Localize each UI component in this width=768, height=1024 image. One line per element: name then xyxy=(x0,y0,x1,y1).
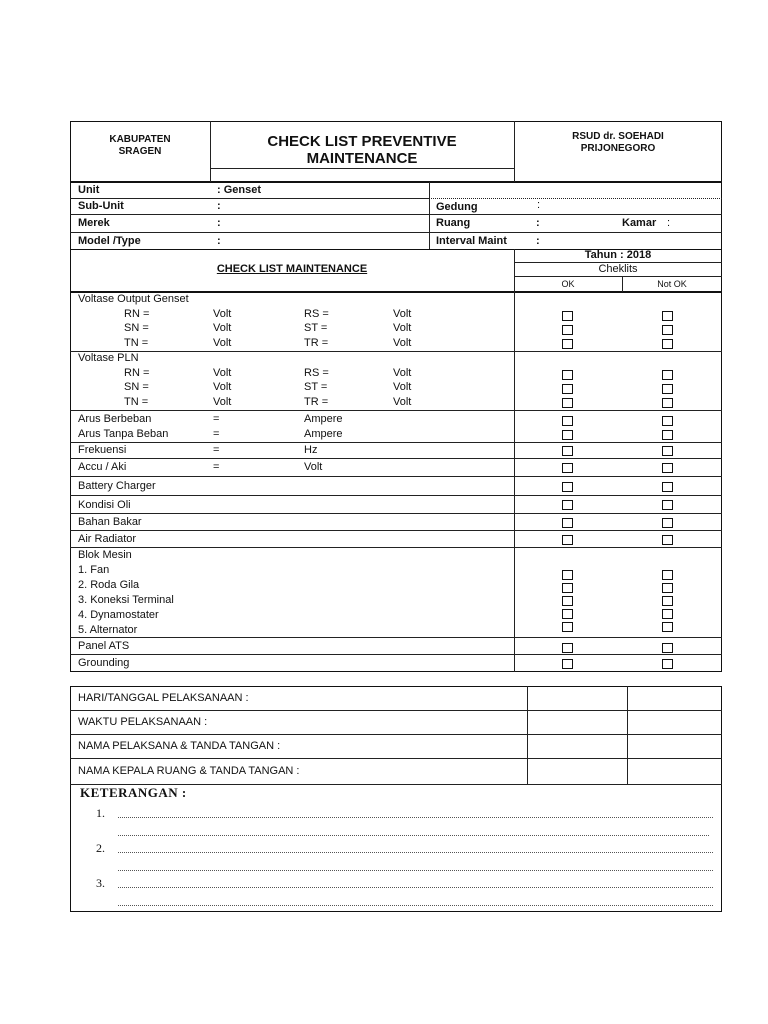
koneksi-terminal-notok-checkbox[interactable] xyxy=(662,596,673,606)
genset-tn: TN = xyxy=(124,337,149,349)
air-radiator-label: Air Radiator xyxy=(78,533,137,545)
alternator-notok-checkbox[interactable] xyxy=(662,622,673,632)
row-sep-3 xyxy=(70,442,722,443)
arus-berbeban-label: Arus Berbeban xyxy=(78,413,152,425)
pln-st-unit: Volt xyxy=(393,381,412,393)
genset-rn-ok-checkbox[interactable] xyxy=(562,311,573,321)
fan-notok-checkbox[interactable] xyxy=(662,570,673,580)
koneksi-terminal-ok-checkbox[interactable] xyxy=(562,596,573,606)
blok-item-koneksi-terminal: 3. Koneksi Terminal xyxy=(78,594,174,606)
panel-ats-notok-checkbox[interactable] xyxy=(662,643,673,653)
genset-tn-unit: Volt xyxy=(213,337,232,349)
genset-tr-unit: Volt xyxy=(393,337,412,349)
genset-tr: TR = xyxy=(304,337,329,349)
genset-rn: RN = xyxy=(124,308,150,320)
info-line-2 xyxy=(70,214,722,215)
blok-mesin-label: Blok Mesin xyxy=(78,549,132,561)
battery-charger-label: Battery Charger xyxy=(78,480,156,492)
hari-tanggal-label: HARI/TANGGAL PELAKSANAAN : xyxy=(78,692,249,704)
air-radiator-notok-checkbox[interactable] xyxy=(662,535,673,545)
genset-rs: RS = xyxy=(304,308,329,320)
pln-tn-unit: Volt xyxy=(213,396,232,408)
keterangan-label: KETERANGAN : xyxy=(80,785,187,800)
frekuensi-unit: Hz xyxy=(304,444,318,456)
dynamostater-ok-checkbox[interactable] xyxy=(562,609,573,619)
voltase-pln-label: Voltase PLN xyxy=(78,352,139,364)
dynamostater-notok-checkbox[interactable] xyxy=(662,609,673,619)
pln-sn-unit: Volt xyxy=(213,381,232,393)
pln-sn-notok-checkbox[interactable] xyxy=(662,384,673,394)
genset-sn: SN = xyxy=(124,322,149,334)
note-line-2b[interactable] xyxy=(118,870,713,871)
genset-rs-unit: Volt xyxy=(393,308,412,320)
grounding-notok-checkbox[interactable] xyxy=(662,659,673,669)
blok-item-fan: 1. Fan xyxy=(78,564,110,576)
blok-item-alternator: 5. Alternator xyxy=(78,624,138,636)
info-box xyxy=(70,182,722,250)
genset-st-unit: Volt xyxy=(393,322,412,334)
kondisi-oli-label: Kondisi Oli xyxy=(78,499,131,511)
pln-st: ST = xyxy=(304,381,328,393)
notok-column-header: Not OK xyxy=(657,279,687,289)
arus-berbeban-eq: = xyxy=(213,413,220,425)
waktu-label: WAKTU PELAKSANAAN : xyxy=(78,716,208,728)
fan-ok-checkbox[interactable] xyxy=(562,570,573,580)
genset-rn-notok-checkbox[interactable] xyxy=(662,311,673,321)
arus-berbeban-ok-checkbox[interactable] xyxy=(562,416,573,426)
subunit-value[interactable]: : xyxy=(217,200,221,212)
unit-value[interactable]: : Genset xyxy=(217,184,262,196)
pln-tr: TR = xyxy=(304,396,329,408)
genset-sn-unit: Volt xyxy=(213,322,232,334)
blok-item-dynamostater: 4. Dynamostater xyxy=(78,609,159,621)
checklist-title: CHECK LIST MAINTENANCE xyxy=(216,263,368,275)
unit-label: Unit xyxy=(78,184,100,196)
footer-col-1 xyxy=(527,686,528,784)
interval-value[interactable]: : xyxy=(536,235,540,247)
arus-berbeban-notok-checkbox[interactable] xyxy=(662,416,673,426)
pln-rn: RN = xyxy=(124,367,150,379)
row-sep-9 xyxy=(70,547,722,548)
frekuensi-notok-checkbox[interactable] xyxy=(662,446,673,456)
ruang-label: Ruang xyxy=(436,217,471,229)
arus-tanpa-label: Arus Tanpa Beban xyxy=(78,428,169,440)
info-divider xyxy=(429,182,430,250)
header-title-underline xyxy=(210,168,514,169)
genset-sn-ok-checkbox[interactable] xyxy=(562,325,573,335)
roda-gila-ok-checkbox[interactable] xyxy=(562,583,573,593)
pln-rn-ok-checkbox[interactable] xyxy=(562,370,573,380)
interval-label: Interval Maint xyxy=(436,235,507,247)
pln-tr-unit: Volt xyxy=(393,396,412,408)
arus-tanpa-unit: Ampere xyxy=(304,428,343,440)
gedung-value[interactable]: : xyxy=(537,199,541,211)
arus-tanpa-notok-checkbox[interactable] xyxy=(662,430,673,440)
pln-rs-unit: Volt xyxy=(393,367,412,379)
model-value[interactable]: : xyxy=(217,235,221,247)
genset-sn-notok-checkbox[interactable] xyxy=(662,325,673,335)
cheklits-label: Cheklits xyxy=(598,263,638,275)
kondisi-oli-notok-checkbox[interactable] xyxy=(662,500,673,510)
voltase-genset-label: Voltase Output Genset xyxy=(78,293,189,305)
pln-tn-ok-checkbox[interactable] xyxy=(562,398,573,408)
cheklits-line xyxy=(514,276,722,277)
info-line-1b xyxy=(429,198,722,199)
merek-label: Merek xyxy=(78,217,110,229)
battery-charger-ok-checkbox[interactable] xyxy=(562,482,573,492)
panel-ats-label: Panel ATS xyxy=(78,640,130,652)
arus-berbeban-unit: Ampere xyxy=(304,413,343,425)
footer-line-3 xyxy=(70,758,722,759)
bahan-bakar-label: Bahan Bakar xyxy=(78,516,142,528)
checklist-body-divider xyxy=(514,292,515,672)
row-sep-11 xyxy=(70,654,722,655)
note-number-2: 2. xyxy=(96,841,105,855)
subunit-label: Sub-Unit xyxy=(78,200,124,212)
accu-unit: Volt xyxy=(304,461,323,473)
footer-line-1 xyxy=(70,710,722,711)
ok-column-header: OK xyxy=(561,279,575,289)
panel-ats-ok-checkbox[interactable] xyxy=(562,643,573,653)
arus-tanpa-ok-checkbox[interactable] xyxy=(562,430,573,440)
bahan-bakar-ok-checkbox[interactable] xyxy=(562,518,573,528)
nama-pelaksana-label: NAMA PELAKSANA & TANDA TANGAN : xyxy=(78,740,281,752)
hospital-name: RSUD dr. SOEHADI PRIJONEGORO xyxy=(572,131,664,154)
battery-charger-notok-checkbox[interactable] xyxy=(662,482,673,492)
row-sep-6 xyxy=(70,495,722,496)
row-sep-7 xyxy=(70,513,722,514)
page-title: CHECK LIST PREVENTIVE MAINTENANCE xyxy=(267,133,457,167)
accu-notok-checkbox[interactable] xyxy=(662,463,673,473)
kondisi-oli-ok-checkbox[interactable] xyxy=(562,500,573,510)
accu-label: Accu / Aki xyxy=(78,461,127,473)
footer-col-2 xyxy=(627,686,628,784)
pln-rn-unit: Volt xyxy=(213,367,232,379)
tahun-label: Tahun : 2018 xyxy=(584,249,652,261)
footer-line-2 xyxy=(70,734,722,735)
pln-tn: TN = xyxy=(124,396,149,408)
frekuensi-eq: = xyxy=(213,444,220,456)
note-line-3b[interactable] xyxy=(118,905,713,906)
row-sep-4 xyxy=(70,458,722,459)
kamar-value[interactable]: : xyxy=(667,217,671,229)
note-number-1: 1. xyxy=(96,806,105,820)
genset-tn-ok-checkbox[interactable] xyxy=(562,339,573,349)
blok-item-roda-gila: 2. Roda Gila xyxy=(78,579,140,591)
grounding-ok-checkbox[interactable] xyxy=(562,659,573,669)
pln-rs: RS = xyxy=(304,367,329,379)
frekuensi-label: Frekuensi xyxy=(78,444,127,456)
info-line-3 xyxy=(70,232,722,233)
grounding-label: Grounding xyxy=(78,657,130,669)
arus-tanpa-eq: = xyxy=(213,428,220,440)
pln-sn-ok-checkbox[interactable] xyxy=(562,384,573,394)
bahan-bakar-notok-checkbox[interactable] xyxy=(662,518,673,528)
merek-value[interactable]: : xyxy=(217,217,221,229)
row-sep-8 xyxy=(70,530,722,531)
note-number-3: 3. xyxy=(96,876,105,890)
roda-gila-notok-checkbox[interactable] xyxy=(662,583,673,593)
note-line-3a[interactable] xyxy=(118,887,713,888)
genset-st: ST = xyxy=(304,322,328,334)
note-line-1b[interactable] xyxy=(118,835,709,836)
model-label: Model /Type xyxy=(78,235,141,247)
nama-kepala-label: NAMA KEPALA RUANG & TANDA TANGAN : xyxy=(78,765,300,777)
frekuensi-ok-checkbox[interactable] xyxy=(562,446,573,456)
pln-rn-notok-checkbox[interactable] xyxy=(662,370,673,380)
row-sep-1 xyxy=(70,351,722,352)
ruang-value[interactable]: : xyxy=(536,217,540,229)
genset-tn-notok-checkbox[interactable] xyxy=(662,339,673,349)
accu-eq: = xyxy=(213,461,220,473)
row-sep-5 xyxy=(70,476,722,477)
accu-ok-checkbox[interactable] xyxy=(562,463,573,473)
air-radiator-ok-checkbox[interactable] xyxy=(562,535,573,545)
info-line-1 xyxy=(70,198,429,199)
kabupaten-label: KABUPATEN SRAGEN xyxy=(109,134,171,157)
pln-sn: SN = xyxy=(124,381,149,393)
note-line-2a[interactable] xyxy=(118,852,713,853)
kamar-label: Kamar xyxy=(622,217,657,229)
alternator-ok-checkbox[interactable] xyxy=(562,622,573,632)
genset-rn-unit: Volt xyxy=(213,308,232,320)
gedung-label: Gedung xyxy=(436,201,478,213)
row-sep-2 xyxy=(70,410,722,411)
row-sep-10 xyxy=(70,637,722,638)
pln-tn-notok-checkbox[interactable] xyxy=(662,398,673,408)
note-line-1a[interactable] xyxy=(118,817,713,818)
